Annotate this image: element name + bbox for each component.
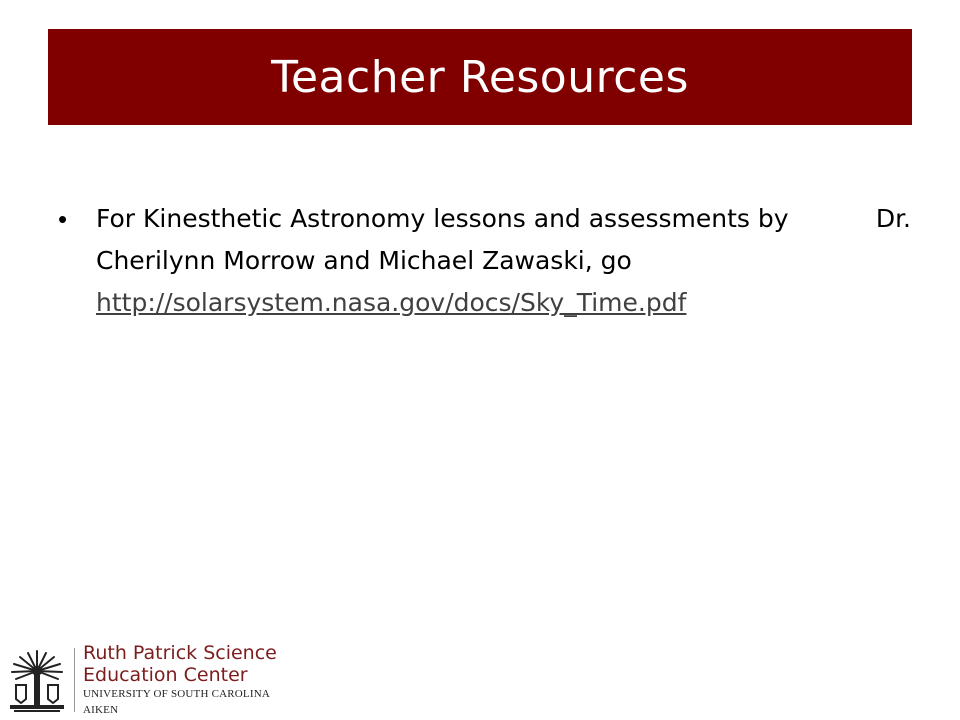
logo-line-3: UNIVERSITY OF SOUTH CAROLINA AIKEN — [83, 688, 270, 716]
sky-time-pdf-link[interactable]: http://solarsystem.nasa.gov/docs/Sky_Time.pdf — [96, 288, 687, 317]
bullet-line-2: Cherilynn Morrow and Michael Zawaski, go — [96, 246, 632, 275]
slide-title: Teacher Resources — [271, 51, 689, 103]
palmetto-tree-icon — [6, 645, 68, 715]
bullet-line-1-right: Dr. — [875, 204, 911, 233]
bullet-line-1 — [96, 198, 911, 240]
logo-text — [83, 642, 306, 718]
bullet-line-1-left: For Kinesthetic Astronomy lessons and assessments by — [96, 204, 789, 233]
footer-logo — [6, 642, 306, 718]
bullet-item — [58, 198, 918, 324]
title-bar — [48, 29, 912, 125]
bullet-text — [96, 198, 911, 324]
bullet-icon: • — [58, 204, 68, 234]
slide-content — [58, 198, 918, 324]
logo-line-2: Education Center — [83, 664, 248, 686]
logo-divider — [74, 648, 75, 712]
logo-line-1: Ruth Patrick Science — [83, 642, 277, 664]
